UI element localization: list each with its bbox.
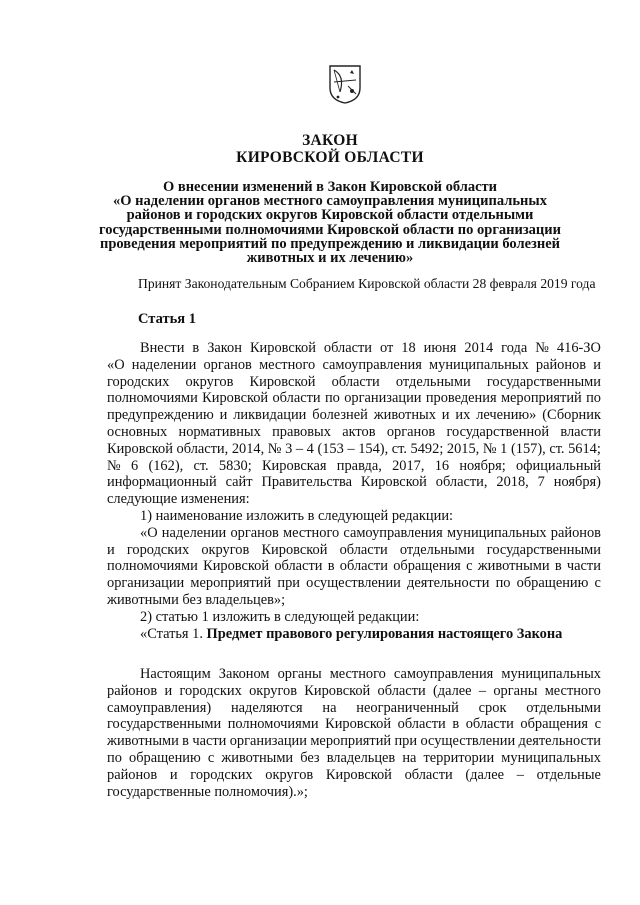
word: срок [478, 699, 507, 716]
article-body [107, 340, 601, 642]
word: организации [107, 575, 185, 592]
word: неограниченный [356, 699, 459, 716]
word: Кировская [261, 457, 327, 474]
subtitle-line: «О наделении органов местного самоуправления муниципальных [113, 193, 547, 210]
word: ноября; [459, 457, 506, 474]
word: органы [493, 682, 538, 699]
word: 2017, [392, 457, 425, 474]
body-line [107, 716, 601, 733]
word: в [327, 558, 335, 575]
word: в [452, 716, 460, 733]
body-line [107, 340, 601, 357]
word: муниципальных [429, 356, 529, 373]
body-line [107, 733, 601, 750]
subtitle-line: О внесении изменений в Закон Кировской области [162, 179, 498, 195]
word: по [495, 575, 511, 592]
word: официальный [515, 457, 601, 474]
word: 5830; [218, 457, 252, 474]
word: наделяются [230, 699, 303, 716]
word: от [379, 340, 394, 356]
word: Кировской [107, 440, 173, 457]
body-line: 1) наименование изложить в следующей редакции: [140, 507, 454, 524]
word: 2014, [231, 440, 265, 457]
word: № [267, 440, 282, 457]
word: – [478, 682, 487, 699]
word: ст. [193, 457, 209, 474]
word: осуществлении [306, 575, 401, 592]
word: органы [277, 666, 322, 682]
word: городских [126, 541, 190, 558]
word: государственной [446, 423, 550, 440]
word: и [107, 541, 115, 558]
word: (153 [317, 440, 344, 457]
word: обращению [516, 575, 589, 592]
word: при [277, 575, 300, 592]
word: Кировской [360, 474, 427, 491]
law-title [60, 132, 600, 166]
word: их [455, 407, 471, 424]
word: 3 [285, 440, 293, 457]
word: года [501, 340, 528, 356]
word: муниципальных [446, 524, 547, 541]
word: полномочиями [227, 716, 319, 733]
word: городских [179, 682, 242, 699]
word: власти [560, 423, 601, 440]
word: правовых [272, 423, 331, 440]
word: июня [423, 340, 457, 356]
body-line: животными без владельцев»; [107, 591, 286, 608]
adoption-note: Принят Законодательным Собранием Кировской области 28 февраля 2019 года [138, 276, 596, 291]
word: 2018, [496, 474, 529, 491]
word: в [192, 340, 200, 356]
word: 18 [401, 340, 416, 356]
word: муниципальных [501, 749, 601, 766]
word: области [404, 766, 453, 783]
word: с [594, 575, 601, 592]
word: и [164, 682, 173, 699]
word: информационный [107, 474, 217, 491]
word: животными [477, 558, 550, 575]
word: (далее [432, 682, 472, 699]
word: сайт [225, 474, 253, 491]
word: Кировской [304, 682, 371, 699]
body-line [107, 683, 601, 700]
word: лечению» [476, 407, 537, 424]
word: местного [259, 356, 316, 373]
word: «О [107, 356, 125, 373]
word: и [593, 356, 601, 373]
word: и [219, 407, 228, 424]
word: – [516, 766, 524, 783]
word: при [394, 733, 418, 750]
article1-prefix: «Статья 1. [140, 625, 207, 642]
body-line [107, 474, 601, 491]
body-line [107, 357, 601, 374]
word: болезней [312, 407, 368, 424]
body-line [107, 458, 601, 475]
word: – [347, 440, 355, 457]
word: области, [176, 440, 229, 457]
word: животных [373, 407, 436, 424]
word: районов [107, 766, 158, 783]
body-line [107, 558, 601, 575]
word: с [466, 558, 473, 575]
word: государственными [486, 541, 601, 558]
article1-heading-line [107, 626, 601, 643]
word: Закон [207, 340, 242, 356]
body-line [107, 575, 601, 592]
word: Настоящим [140, 666, 211, 682]
word: Кировской [325, 716, 392, 733]
word: на [402, 749, 417, 766]
article1-title: Предмет правового регулирования настоящего Закона [206, 625, 563, 642]
word: предупреждению [107, 407, 214, 424]
word: Внести [140, 340, 185, 356]
word: городских [190, 766, 253, 783]
word: 154), [358, 440, 389, 457]
word: и [441, 407, 450, 424]
word: 1 [500, 440, 508, 457]
word: 4 [306, 440, 314, 457]
word: на [322, 699, 337, 716]
word: районов [550, 524, 601, 541]
body-line [107, 407, 601, 424]
word: отдельные [536, 766, 601, 783]
word: органов [230, 524, 279, 541]
word: области [331, 373, 380, 390]
body-line [107, 374, 601, 391]
body-line [107, 750, 601, 767]
word: мероприятий [500, 390, 582, 407]
word: проведения [425, 390, 497, 407]
word: в [554, 558, 562, 575]
word: организации [344, 390, 422, 407]
word: актов [342, 423, 376, 440]
body-line [107, 542, 601, 559]
word: муниципальных [501, 666, 601, 682]
body-line: 2) статью 1 изложить в следующей редакции: [140, 608, 420, 625]
word: 5492; [410, 440, 444, 457]
article-heading: Статья 1 [138, 311, 196, 327]
word: районов [107, 682, 158, 699]
word: № [107, 457, 121, 474]
word: по [107, 749, 122, 766]
word: (далее [465, 766, 504, 783]
word: (162), [148, 457, 184, 474]
word: районов [535, 356, 587, 373]
word: Кировской [325, 766, 392, 783]
word: органов [386, 423, 436, 440]
law-subtitle [60, 180, 600, 265]
word: органов [203, 356, 252, 373]
word: округов [249, 682, 297, 699]
word: округов [185, 373, 234, 390]
word: ст. [549, 440, 565, 457]
word: области [377, 682, 426, 699]
word: государственными [486, 373, 601, 390]
word: полномочиями [107, 390, 198, 407]
word: № [535, 340, 549, 356]
word: обращения [393, 558, 461, 575]
word: округов [265, 766, 314, 783]
word: (157), [510, 440, 546, 457]
word: государственными [107, 716, 222, 733]
word: ноября) [553, 474, 601, 491]
word: Правительства [261, 474, 352, 491]
word: местного [544, 682, 601, 699]
word: области [465, 716, 514, 733]
word: 16 [434, 457, 450, 474]
word: деятельности [518, 733, 601, 750]
word: обращению [129, 749, 201, 766]
word: основных [107, 423, 168, 440]
body-line [107, 666, 601, 683]
word: Кировской [249, 373, 316, 390]
word: с [594, 716, 601, 733]
word: осуществлении [420, 733, 516, 750]
word: части [566, 558, 601, 575]
word: 2015, [446, 440, 480, 457]
word: самоуправления [322, 356, 422, 373]
body-line [107, 525, 601, 542]
word: области [339, 541, 388, 558]
word: городских [107, 373, 170, 390]
word: полномочиями [107, 558, 198, 575]
word: деятельности [407, 575, 490, 592]
word: животными [221, 749, 294, 766]
word: № [482, 440, 497, 457]
word: обращения [520, 716, 588, 733]
word: наделении [131, 356, 197, 373]
word: мероприятий [190, 575, 272, 592]
subtitle-line: проведения мероприятий по предупреждению и ликвидации болезней [99, 235, 560, 252]
word: 6 [130, 457, 139, 474]
word: области [397, 716, 446, 733]
word: ст. [391, 440, 407, 457]
word: нормативных [178, 423, 261, 440]
word: самоуправления) [107, 699, 212, 716]
coat-of-arms-icon [328, 62, 362, 104]
word: (Сборник [542, 407, 601, 424]
word: по [586, 390, 601, 407]
word: наделении [161, 524, 227, 541]
word: без [300, 749, 320, 766]
word: 416-ЗО [556, 340, 601, 356]
word: Законом [218, 666, 270, 682]
word: мероприятий [310, 733, 392, 750]
body-line [107, 441, 601, 458]
word: – [295, 440, 304, 457]
word: 5614; [568, 440, 601, 457]
word: самоуправления [393, 666, 494, 682]
word: с [207, 749, 215, 766]
word: области [323, 340, 372, 356]
word: области [339, 558, 388, 575]
word: области [274, 558, 323, 575]
word: территории [423, 749, 495, 766]
word: организации [229, 733, 307, 750]
word: Кировской [261, 541, 328, 558]
word: области, [435, 474, 488, 491]
word: самоуправления [343, 524, 443, 541]
word: Кировской [203, 558, 270, 575]
body-line [107, 767, 601, 784]
word: животными [107, 733, 179, 750]
body-line [107, 700, 601, 717]
word: «О [140, 524, 158, 541]
subtitle-line: районов и городских округов Кировской области отдельными [126, 207, 534, 224]
word: правда, [336, 457, 382, 474]
word: 2014 [464, 340, 494, 356]
word: отдельными [399, 541, 475, 558]
word: местного [329, 666, 386, 682]
word: по [324, 390, 340, 407]
body-line [107, 424, 601, 441]
word: в [182, 733, 189, 750]
law-word: ЗАКОН [302, 132, 358, 149]
word: Кировской [202, 390, 269, 407]
word: и [169, 766, 178, 783]
word: округов [201, 541, 250, 558]
word: владельцев [326, 749, 396, 766]
word: 7 [537, 474, 545, 491]
word: местного [283, 524, 340, 541]
word: отдельными [395, 373, 471, 390]
word: ликвидации [233, 407, 307, 424]
subtitle-line: государственными полномочиями Кировской области по организации [98, 221, 562, 238]
word: отдельными [526, 699, 601, 716]
article1-body [107, 666, 601, 800]
body-line: государственные полномочия).»; [107, 783, 308, 800]
body-line [107, 390, 601, 407]
word: Кировской [249, 340, 316, 356]
word: области [272, 390, 321, 407]
region-name: КИРОВСКОЙ ОБЛАСТИ [236, 149, 424, 166]
body-line: следующие изменения: [107, 491, 250, 508]
word: части [192, 733, 227, 750]
subtitle-line: животных и их лечению» [246, 250, 414, 267]
